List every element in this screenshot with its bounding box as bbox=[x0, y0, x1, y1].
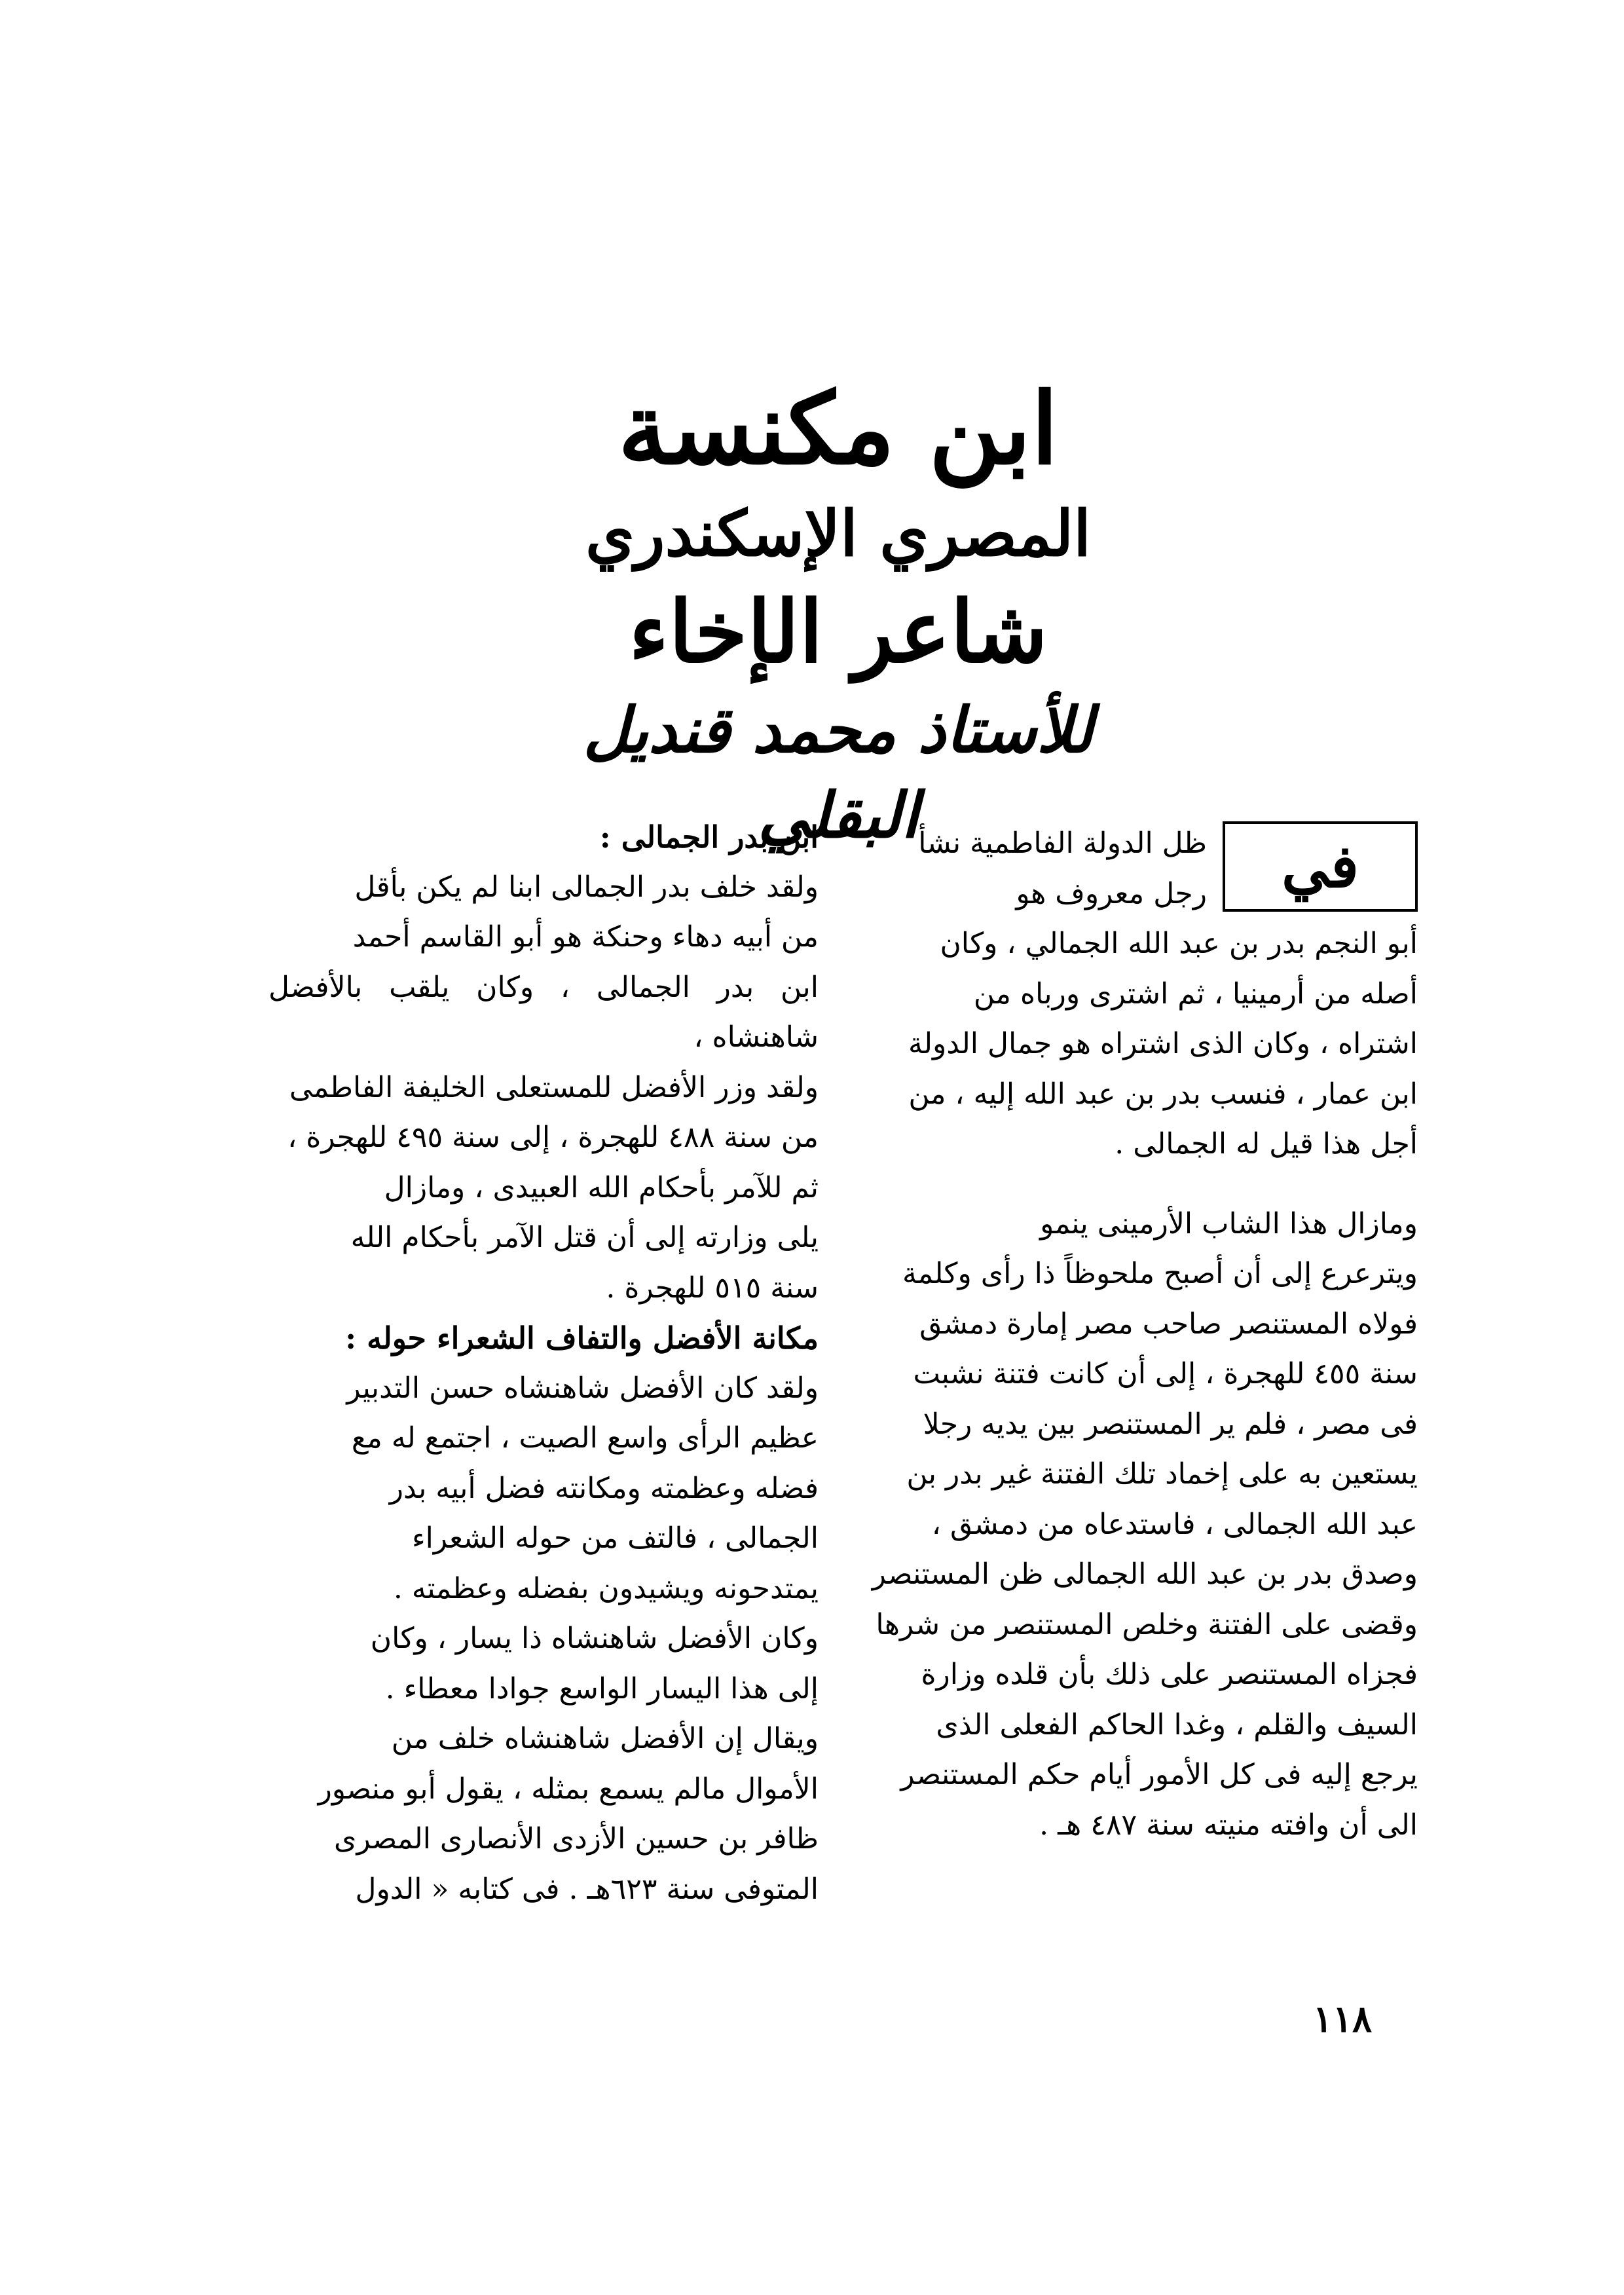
page-number: ١١٨ bbox=[1312, 1998, 1373, 2041]
left-column bbox=[268, 812, 819, 1914]
title-main: ابن مكنسة bbox=[618, 371, 1059, 487]
article-title-block bbox=[498, 367, 1179, 858]
left-paragraph-2: ولقد كان الأفضل شاهنشاه حسن التدبير عظيم الرأى واسع الصيت ، اجتمع له مع فضله وعظمته ومكانته فضل أبيه بدر الجمالى ، فالتف من حوله الشعراء يمتدحونه ويشيدون بفضله وعظمته . bbox=[346, 1371, 819, 1605]
right-column bbox=[868, 819, 1418, 1850]
left-paragraph-1: ولقد خلف بدر الجمالى ابنا لم يكن بأقل من أبيه دهاء وحنكة هو أبو القاسم أحمد ابن بدر الجمالى ، وكان يلقب بالأفضل شاهنشاه ، ولقد وزر الأفضل للمستعلى الخليفة الفاطمى من سنة ٤٨٨ للهجرة ، إلى سنة ٤٩٥ للهجرة ، ثم للآمر بأحكام الله العبيدى ، ومازال يلى وزارته إلى أن قتل الآمر بأحكام الله سنة ٥١٥ للهجرة . bbox=[268, 870, 819, 1305]
left-paragraph-4: ويقال إن الأفضل شاهنشاه خلف من الأموال مالم يسمع بمثله ، يقول أبو منصور ظافر بن حسين الأزدى الأنصارى المصرى المتوفى سنة ٦٢٣هـ . فى كتابه « الدول bbox=[318, 1722, 819, 1906]
section-heading-afdal-status: مكانة الأفضل والتفاف الشعراء حوله : bbox=[345, 1320, 819, 1356]
section-heading-ibn-badr: ابن بدر الجمالى : bbox=[599, 819, 819, 855]
title-subtitle: المصري الإسكندري bbox=[585, 496, 1091, 570]
title-tagline: شاعر الإخاء bbox=[629, 582, 1048, 682]
right-paragraph-2: ومازال هذا الشاب الأرمينى ينمو ويترعرع إلى أن أصبح ملحوظاً ذا رأى وكلمة فولاه المستنصر صاحب مصر إمارة دمشق سنة ٤٥٥ للهجرة ، إلى أن كانت فتنة نشبت فى مصر ، فلم ير المستنصر بين يديه رجلا يستعين به على إخماد تلك الفتنة غير بدر بن عبد الله الجمالى ، فاستدعاه من دمشق ، وصدق بدر بن عبد الله الجمالى ظن المستنصر وقضى على الفتنة وخلص المستنصر من شرها فجزاه المستنصر على ذلك بأن قلده وزارة السيف والقلم ، وغدا الحاكم الفعلى الذى يرجع إليه فى كل الأمور أيام حكم المستنصر الى أن وافته منيته سنة ٤٨٧ هـ . bbox=[872, 1206, 1418, 1842]
left-paragraph-3: وكان الأفضل شاهنشاه ذا يسار ، وكان إلى هذا اليسار الواسع جوادا معطاء . bbox=[370, 1622, 819, 1706]
author-byline: للأستاذ محمد قنديل البقلي bbox=[583, 693, 1094, 852]
drop-cap-box: في bbox=[1223, 821, 1418, 912]
right-paragraph-1: في ظل الدولة الفاطمية نشأ رجل معروف هو أبو النجم بدر بن عبد الله الجمالي ، وكان أصله من أرمينيا ، ثم اشترى ورباه من اشتراه ، وكان الذى اشتراه هو جمال الدولة ابن عمار ، فنسب بدر بن عبد الله إليه ، من أجل هذا قيل له الجمالى . bbox=[868, 819, 1418, 1170]
